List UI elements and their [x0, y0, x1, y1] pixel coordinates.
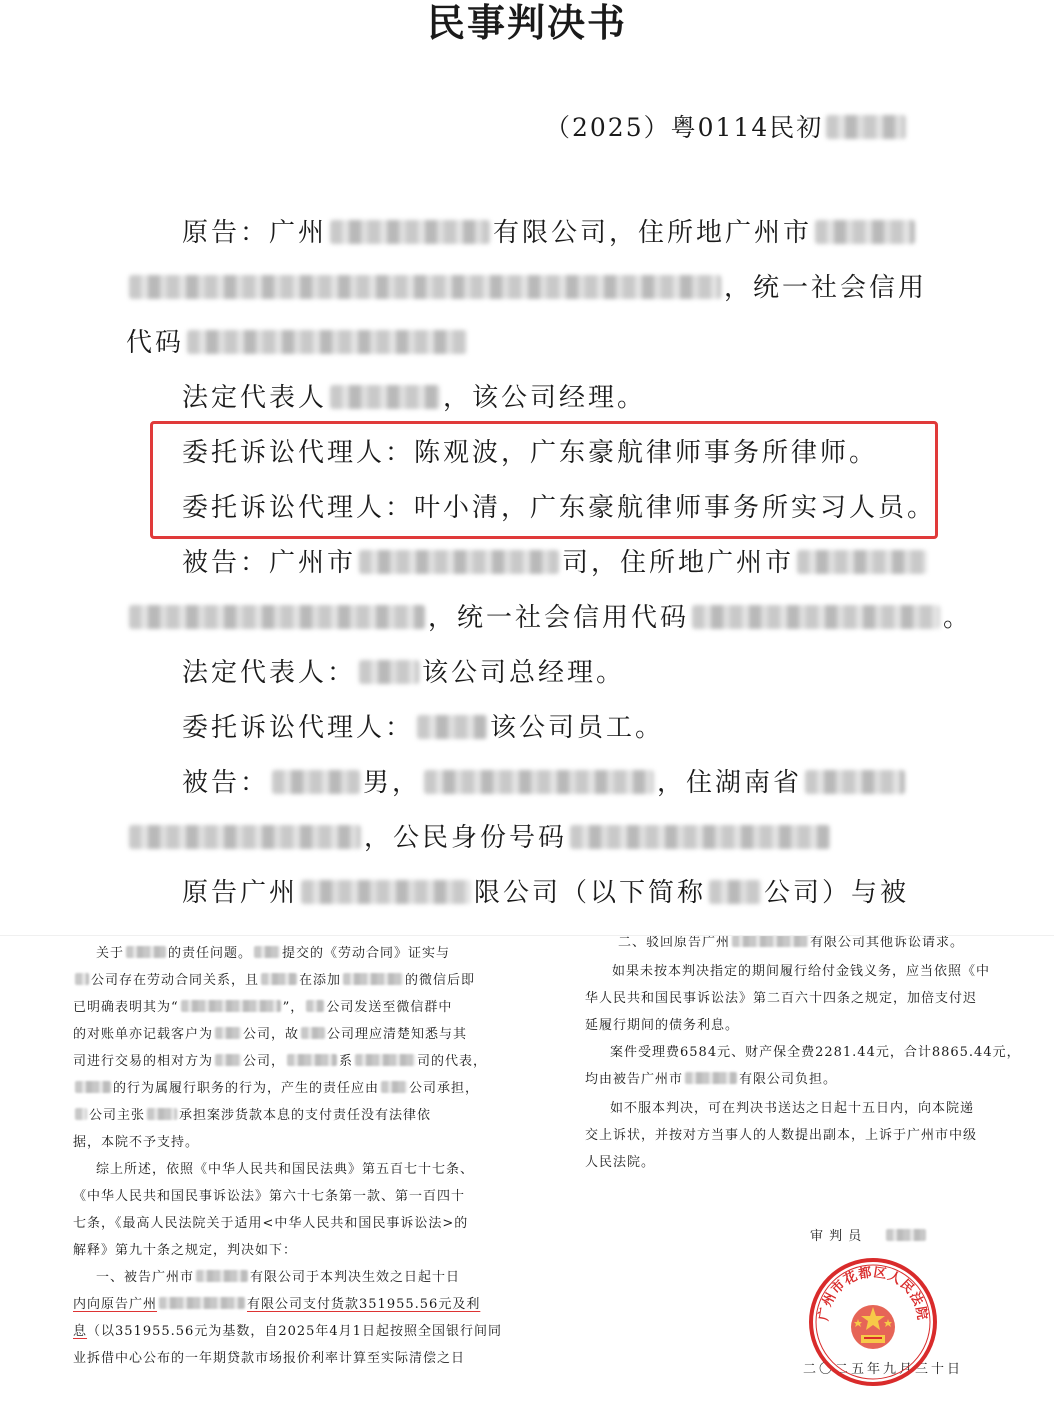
left-line: 《中华人民共和国民事诉讼法》第六十七条第一款、第一百四十: [73, 1189, 466, 1204]
right-line: 延履行期间的债务利息。: [585, 1018, 740, 1033]
right-line: 如不服本判决，可在判决书送达之日起十五日内，向本院递: [610, 1101, 975, 1116]
right-line: 二、驳回原告广州 有限公司其他诉讼请求。: [618, 935, 965, 950]
redaction-mark: [147, 1108, 177, 1120]
defendant-2-id-line: ，公民身份号码: [126, 818, 833, 858]
redaction-mark: [301, 1027, 325, 1039]
redaction-mark: [732, 935, 808, 947]
agent-line-3: 委托诉讼代理人： 该公司员工。: [182, 713, 665, 743]
redaction-mark: [196, 1270, 248, 1282]
redaction-mark: [330, 385, 440, 409]
redaction-mark: [129, 605, 425, 629]
redaction-mark: [815, 220, 915, 244]
case-number: （2025）粤0114民初: [545, 110, 909, 146]
left-line: 内向原告广州 有限公司支付货款351955.56元及利: [73, 1297, 481, 1312]
seal-text: 广州市花都区人民法院: [816, 1265, 930, 1322]
left-line: 的行为属履行职务的行为，产生的责任应由 公司承担，: [73, 1079, 479, 1098]
redaction-mark: [424, 770, 654, 794]
redaction-mark: [287, 1054, 337, 1066]
redaction-mark: [570, 825, 830, 849]
redaction-mark: [709, 880, 761, 904]
left-line: 的对账单亦记载客户为 公司，故 公司理应清楚知悉与其: [73, 1027, 468, 1042]
right-line: 案件受理费6584元、财产保全费2281.44元，合计8865.44元，: [610, 1045, 1021, 1060]
redaction-mark: [254, 946, 280, 958]
left-line: 业拆借中心公布的一年期贷款市场报价利率计算至实际清偿之日: [73, 1351, 466, 1366]
left-line: 公司主张 承担案涉货款本息的支付责任没有法律依: [73, 1106, 431, 1125]
document-title: 民事判决书: [426, 1, 627, 45]
redaction-mark: [301, 880, 471, 904]
right-line: 交上诉状，并按对方当事人的人数提出副本，上诉于广州市中级: [585, 1128, 978, 1143]
legal-rep-line: 法定代表人 ，该公司经理。: [182, 383, 647, 413]
redaction-mark: [826, 115, 906, 139]
redaction-mark: [343, 973, 403, 985]
redaction-mark: [159, 1297, 245, 1309]
redaction-mark: [306, 1000, 324, 1012]
left-line: 司进行交易的相对方为 公司， 系 司的代表，: [73, 1054, 488, 1069]
redaction-mark: [359, 660, 419, 684]
agent-line-1: 委托诉讼代理人：陈观波，广东豪航律师事务所律师。: [182, 438, 879, 468]
redaction-mark: [75, 1108, 87, 1120]
redaction-mark: [417, 715, 487, 739]
left-line: 公司存在劳动合同关系，且 在添加 的微信后即: [73, 971, 475, 990]
left-line: 七条，《最高人民法院关于适用<中华人民共和国民事诉讼法>的: [73, 1216, 469, 1231]
agent-line-2: 委托诉讼代理人：叶小清，广东豪航律师事务所实习人员。: [182, 493, 937, 523]
left-line: 关于 的责任问题。 提交的《劳动合同》证实与: [96, 946, 451, 961]
redaction-mark: [330, 220, 490, 244]
redaction-mark: [181, 1000, 281, 1012]
national-emblem-icon: [851, 1305, 895, 1349]
case-summary-line: 原告广州 限公司（以下简称 公司）与被: [182, 878, 910, 908]
redaction-mark: [187, 330, 467, 354]
redaction-mark: [886, 1229, 926, 1241]
redaction-mark: [261, 973, 297, 985]
right-line: 华人民共和国民事诉讼法》第二百六十四条之规定，加倍支付迟: [585, 991, 978, 1006]
redaction-mark: [129, 825, 361, 849]
left-line: 解释》第九十条之规定，判决如下：: [73, 1243, 298, 1258]
redaction-mark: [75, 1081, 111, 1093]
right-line: 如果未按本判决指定的期间履行给付金钱义务，应当依照《中: [612, 964, 991, 979]
redaction-mark: [359, 550, 559, 574]
defendant-2-line: 被告： 男， ，住湖南省: [182, 763, 908, 803]
redaction-mark: [381, 1081, 407, 1093]
redaction-mark: [129, 275, 721, 299]
judge-line: 审 判 员: [810, 1227, 928, 1246]
redaction-mark: [805, 770, 905, 794]
redaction-mark: [692, 605, 940, 629]
left-line: 已明确表明其为“ ”， 公司发送至微信群中: [73, 1000, 453, 1015]
right-line: 人民法院。: [585, 1155, 656, 1170]
redaction-mark: [272, 770, 360, 794]
plaintiff-address-line: ，统一社会信用: [126, 268, 927, 308]
plaintiff-line: 原告：广州 有限公司，住所地广州市: [182, 213, 918, 253]
redaction-mark: [75, 973, 89, 985]
legal-rep-2-line: 法定代表人： 该公司总经理。: [182, 658, 626, 688]
redaction-mark: [797, 550, 927, 574]
redaction-mark: [685, 1072, 737, 1084]
right-line: 均由被告广州市 有限公司负担。: [585, 1072, 838, 1087]
redaction-mark: [126, 946, 166, 958]
judgment-date: 二〇二五年九月三十日: [803, 1362, 964, 1377]
defendant-1-line: 被告：广州市 司，住所地广州市: [182, 543, 930, 583]
redaction-mark: [355, 1054, 415, 1066]
left-line: 综上所述，依照《中华人民共和国民法典》第五百七十七条、: [96, 1162, 475, 1177]
redaction-mark: [215, 1054, 241, 1066]
defendant-1-code-line: ，统一社会信用代码 。: [126, 598, 972, 638]
redaction-mark: [215, 1027, 241, 1039]
left-line: 据，本院不予支持。: [73, 1135, 200, 1150]
plaintiff-code-line: 代码: [126, 323, 470, 363]
left-line: 息（以351955.56元为基数，自2025年4月1日起按照全国银行间同: [73, 1324, 502, 1339]
court-seal: [808, 1257, 938, 1387]
left-line: 一、被告广州市 有限公司于本判决生效之日起十日: [96, 1270, 461, 1285]
